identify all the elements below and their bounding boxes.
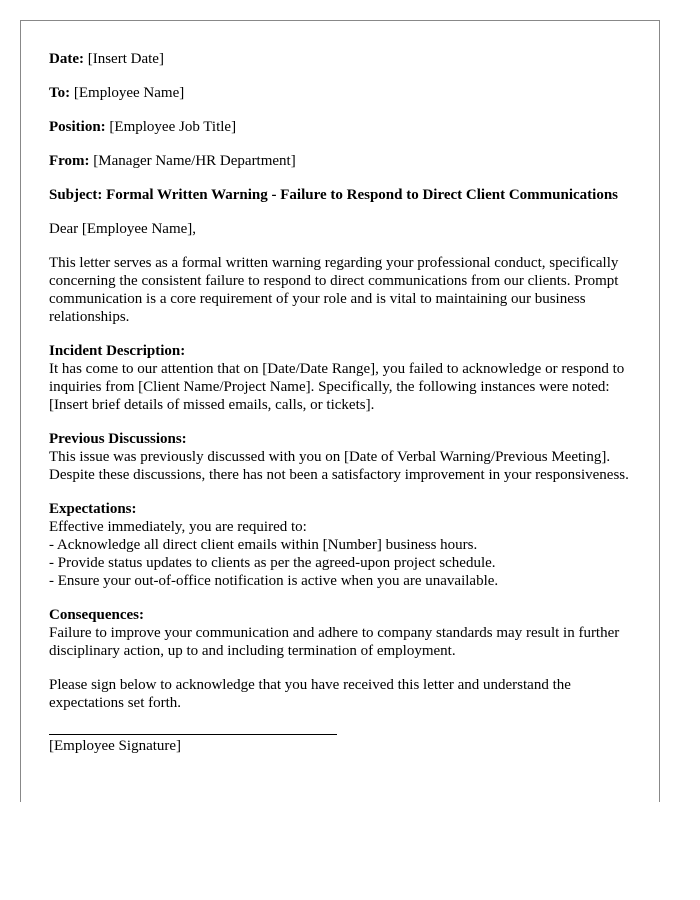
consequences-body: Failure to improve your communication and adhere to company standards may result in further disciplinary action, up to and including termination of employment. <box>49 625 620 659</box>
to-line <box>49 84 631 102</box>
closing-paragraph: Please sign below to acknowledge that you have received this letter and understand the expectations set forth. <box>49 677 571 711</box>
expectation-item: - Provide status updates to clients as per the agreed-upon project schedule. <box>49 555 496 571</box>
incident-section <box>49 342 631 414</box>
to-value: [Employee Name] <box>73 85 185 101</box>
intro-paragraph: This letter serves as a formal written warning regarding your professional conduct, specifically concerning the consistent failure to respond to direct communications from our clients. Prompt communication is a core requirement of your role and is vital to maintaining our business relationships. <box>49 255 619 325</box>
expectations-section <box>49 500 631 590</box>
incident-heading: Incident Description: <box>49 343 186 359</box>
signature-label: [Employee Signature] <box>49 738 182 754</box>
from-label: From: <box>49 153 90 169</box>
previous-heading: Previous Discussions: <box>49 431 187 447</box>
letter-page <box>20 20 660 802</box>
expectation-item: - Acknowledge all direct client emails within [Number] business hours. <box>49 537 478 553</box>
from-value: [Manager Name/HR Department] <box>93 153 296 169</box>
previous-section <box>49 430 631 484</box>
to-label: To: <box>49 85 71 101</box>
position-value: [Employee Job Title] <box>109 119 237 135</box>
position-label: Position: <box>49 119 106 135</box>
date-label: Date: <box>49 51 84 67</box>
salutation: Dear [Employee Name], <box>49 221 197 237</box>
consequences-section <box>49 606 631 660</box>
subject-line: Subject: Formal Written Warning - Failure to Respond to Direct Client Communications <box>49 187 619 203</box>
consequences-heading: Consequences: <box>49 607 145 623</box>
expectations-heading: Expectations: <box>49 501 137 517</box>
expectations-intro: Effective immediately, you are required to: <box>49 519 307 535</box>
signature-line <box>49 734 337 735</box>
position-line <box>49 118 631 136</box>
previous-body: This issue was previously discussed with you on [Date of Verbal Warning/Previous Meeting]. Despite these discussions, there has not been a satisfactory improvement in your responsiveness. <box>49 449 629 483</box>
incident-body: It has come to our attention that on [Date/Date Range], you failed to acknowledge or respond to inquiries from [Client Name/Project Name]. Specifically, the following instances were noted: [Insert brief details of missed emails, calls, or tickets]. <box>49 361 625 413</box>
expectation-item: - Ensure your out-of-office notification is active when you are unavailable. <box>49 573 499 589</box>
date-value: [Insert Date] <box>87 51 164 67</box>
from-line <box>49 152 631 170</box>
date-line <box>49 50 631 68</box>
